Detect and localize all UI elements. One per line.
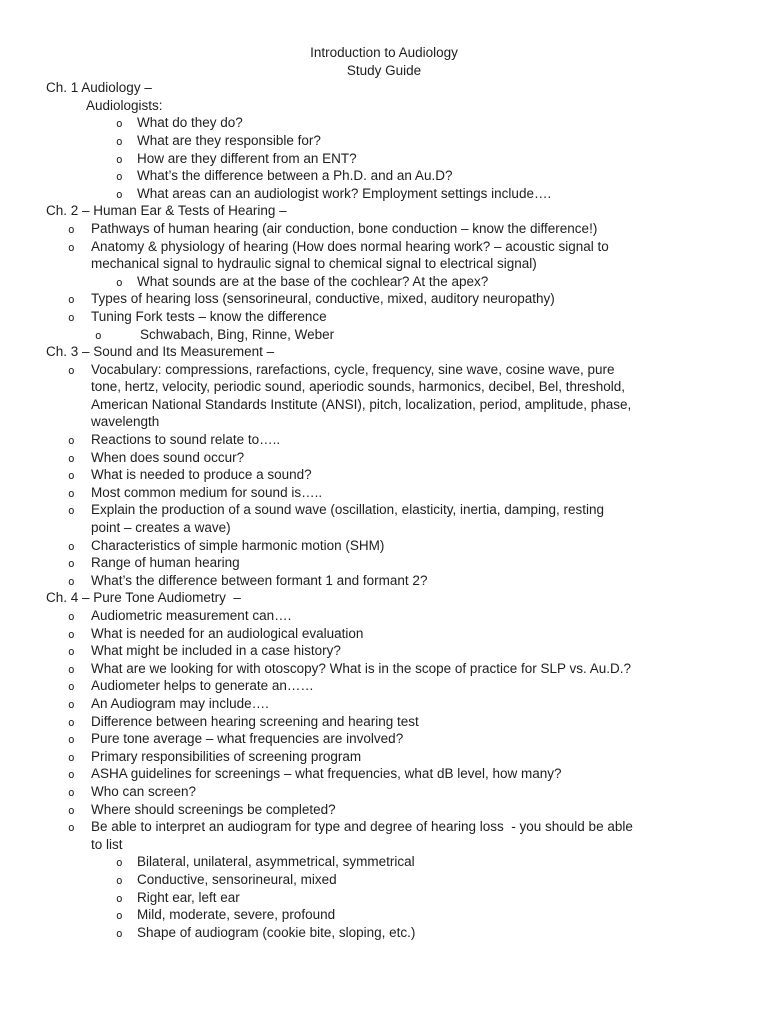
list-item xyxy=(0,466,768,484)
bullet-marker: o xyxy=(68,785,75,799)
list-item-text: What areas can an audiologist work? Employment settings include…. xyxy=(137,185,552,201)
list-item xyxy=(0,695,768,713)
list-item xyxy=(0,625,768,643)
list-item xyxy=(0,730,768,748)
bullet-marker: o xyxy=(68,697,75,711)
list-item-text: How are they different from an ENT? xyxy=(137,150,357,166)
list-item-text: What’s the difference between formant 1 and formant 2? xyxy=(91,572,428,588)
list-item xyxy=(0,765,768,783)
bullet-marker: o xyxy=(68,733,75,747)
chapter-heading: Ch. 4 – Pure Tone Audiometry – xyxy=(46,590,241,606)
bullet-marker: o xyxy=(116,275,123,289)
list-item-continuation: wavelength xyxy=(91,414,160,430)
list-item xyxy=(0,924,768,942)
bullet-marker: o xyxy=(68,451,75,465)
bullet-marker: o xyxy=(116,856,123,870)
list-item-text: Vocabulary: compressions, rarefactions, cycle, frequency, sine wave, cosine wave, pure xyxy=(91,361,615,377)
list-item-text: Reactions to sound relate to….. xyxy=(91,432,281,448)
list-item xyxy=(0,431,768,449)
bullet-marker: o xyxy=(68,240,75,254)
bullet-marker: o xyxy=(68,504,75,518)
list-item xyxy=(0,554,768,572)
list-item xyxy=(0,713,768,731)
bullet-marker: o xyxy=(116,170,123,184)
list-item xyxy=(0,449,768,467)
list-item-text: What sounds are at the base of the cochlear? At the apex? xyxy=(137,273,489,289)
bullet-marker: o xyxy=(68,645,75,659)
bullet-marker: o xyxy=(68,750,75,764)
document-body xyxy=(0,79,768,941)
list-item xyxy=(0,361,768,379)
bullet-marker: o xyxy=(68,469,75,483)
list-item xyxy=(0,642,768,660)
list-item-text: Bilateral, unilateral, asymmetrical, symmetrical xyxy=(137,854,415,870)
bullet-marker: o xyxy=(68,768,75,782)
list-item-text: What do they do? xyxy=(137,115,243,131)
list-item-text: What’s the difference between a Ph.D. and an Au.D? xyxy=(137,168,453,184)
list-item-continuation: tone, hertz, velocity, periodic sound, aperiodic sounds, harmonics, decibel, Bel, threshold, xyxy=(91,379,626,395)
bullet-marker: o xyxy=(116,909,123,923)
bullet-marker: o xyxy=(68,610,75,623)
bullet-marker: o xyxy=(68,310,75,324)
list-item-text: ASHA guidelines for screenings – what frequencies, what dB level, how many? xyxy=(91,766,562,782)
sub-heading: Audiologists: xyxy=(86,97,163,113)
list-item xyxy=(0,185,768,203)
list-item xyxy=(0,150,768,168)
list-item xyxy=(0,308,768,326)
list-item xyxy=(0,871,768,889)
list-item-text: Pure tone average – what frequencies are involved? xyxy=(91,731,404,747)
list-item-text: What are we looking for with otoscopy? What is in the scope of practice for SLP vs. Au.D.? xyxy=(91,660,632,676)
list-item xyxy=(0,290,768,308)
list-item-text: Range of human hearing xyxy=(91,555,240,571)
list-item-text: Be able to interpret an audiogram for type and degree of hearing loss - you should be able xyxy=(91,819,633,835)
list-item xyxy=(0,853,768,871)
list-item-continuation: American National Standards Institute (ANSI), pitch, localization, period, amplitude, phase, xyxy=(91,396,632,412)
bullet-marker: o xyxy=(68,715,75,729)
bullet-marker: o xyxy=(95,328,102,342)
list-item xyxy=(0,501,768,519)
list-item-text: Shape of audiogram (cookie bite, sloping, etc.) xyxy=(137,924,416,940)
bullet-marker: o xyxy=(116,117,123,131)
list-item-text: Explain the production of a sound wave (oscillation, elasticity, inertia, damping, resting xyxy=(91,502,605,518)
list-item xyxy=(0,783,768,801)
bullet-marker: o xyxy=(116,152,123,166)
bullet-marker: o xyxy=(68,293,75,307)
list-item-continuation: mechanical signal to hydraulic signal to chemical signal to electrical signal) xyxy=(91,256,537,272)
chapter-heading: Ch. 3 – Sound and Its Measurement – xyxy=(46,344,275,360)
list-item-text: Characteristics of simple harmonic motion (SHM) xyxy=(91,537,385,553)
chapter-heading: Ch. 2 – Human Ear & Tests of Hearing – xyxy=(46,203,287,219)
list-item xyxy=(0,607,768,625)
bullet-marker: o xyxy=(68,803,75,817)
list-item xyxy=(0,572,768,590)
list-item-continuation: to list xyxy=(91,836,123,852)
document-title: Introduction to Audiology xyxy=(310,45,458,60)
bullet-marker: o xyxy=(68,557,75,571)
list-item xyxy=(0,537,768,555)
list-item xyxy=(0,677,768,695)
list-item-text: Audiometric measurement can…. xyxy=(91,608,292,623)
list-item xyxy=(0,132,768,150)
list-item-text: Difference between hearing screening and hearing test xyxy=(91,713,419,729)
list-item-text: Anatomy & physiology of hearing (How does normal hearing work? – acoustic signal to xyxy=(91,238,609,254)
list-item xyxy=(0,114,768,132)
list-item xyxy=(0,660,768,678)
list-item xyxy=(0,220,768,238)
bullet-marker: o xyxy=(68,363,75,377)
list-item-text: When does sound occur? xyxy=(91,449,245,465)
bullet-marker: o xyxy=(68,821,75,835)
list-item-text: Tuning Fork tests – know the difference xyxy=(91,308,327,324)
list-item-text: Conductive, sensorineural, mixed xyxy=(137,871,337,887)
list-item-text: What might be included in a case history? xyxy=(91,643,341,659)
bullet-marker: o xyxy=(116,891,123,905)
list-item-text: Types of hearing loss (sensorineural, conductive, mixed, auditory neuropathy) xyxy=(91,291,555,307)
list-item-text: Who can screen? xyxy=(91,783,197,799)
list-item-text: Right ear, left ear xyxy=(137,889,240,905)
document-subtitle: Study Guide xyxy=(346,62,422,78)
list-item-text: Where should screenings be completed? xyxy=(91,801,336,817)
list-item xyxy=(0,889,768,907)
list-item xyxy=(0,906,768,924)
bullet-marker: o xyxy=(116,926,123,940)
list-item-text: Primary responsibilities of screening program xyxy=(91,748,362,764)
bullet-marker: o xyxy=(68,680,75,694)
list-item-text: Schwabach, Bing, Rinne, Weber xyxy=(140,326,335,342)
list-item-text: Mild, moderate, severe, profound xyxy=(137,907,336,923)
list-item-text: Most common medium for sound is….. xyxy=(91,484,323,500)
list-item xyxy=(0,801,768,819)
list-item-continuation: point – creates a wave) xyxy=(91,520,231,536)
bullet-marker: o xyxy=(68,539,75,553)
list-item xyxy=(0,484,768,502)
list-item-text: What is needed to produce a sound? xyxy=(91,467,312,483)
bullet-marker: o xyxy=(68,627,75,641)
list-item xyxy=(0,167,768,185)
list-item-text: What is needed for an audiological evaluation xyxy=(91,625,364,641)
bullet-marker: o xyxy=(116,134,123,148)
chapter-heading: Ch. 1 Audiology – xyxy=(46,80,152,96)
list-item xyxy=(0,273,768,291)
bullet-marker: o xyxy=(116,187,123,201)
list-item-text: An Audiogram may include…. xyxy=(91,695,269,711)
bullet-marker: o xyxy=(68,222,75,236)
list-item-text: What are they responsible for? xyxy=(137,132,321,148)
bullet-marker: o xyxy=(68,662,75,676)
list-item xyxy=(0,748,768,766)
list-item-text: Pathways of human hearing (air conduction, bone conduction – know the difference!) xyxy=(91,220,598,236)
bullet-marker: o xyxy=(68,434,75,448)
bullet-marker: o xyxy=(116,873,123,887)
list-item xyxy=(0,238,768,256)
list-item-text: Audiometer helps to generate an…… xyxy=(91,678,314,694)
bullet-marker: o xyxy=(68,486,75,500)
bullet-marker: o xyxy=(68,574,75,588)
list-item xyxy=(0,818,768,836)
list-item xyxy=(0,326,768,344)
